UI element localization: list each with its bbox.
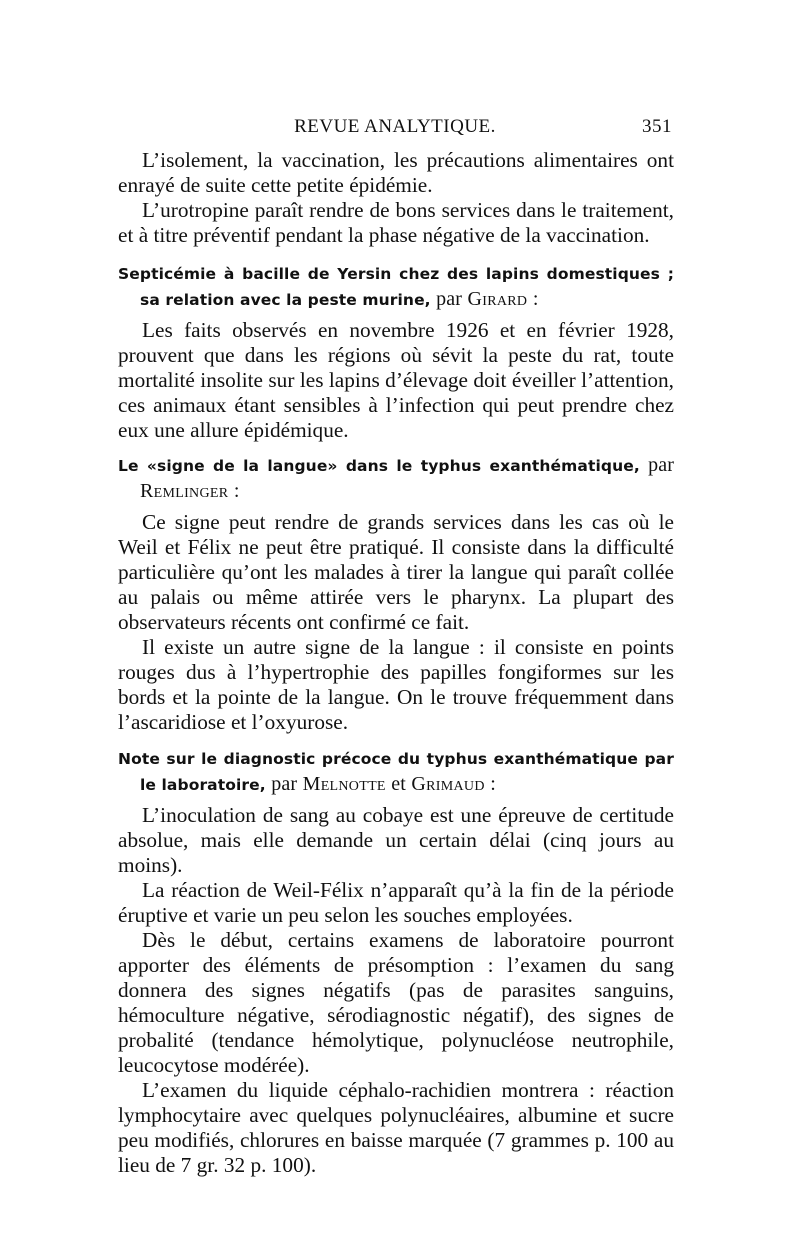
article-2-by: par <box>648 454 674 476</box>
article-2-paragraph-2: Il existe un autre signe de la langue : il consiste en points rouges dus à l’hypertrophie des papilles fongiformes sur les bords et la pointe de la langue. On le trouve fréquemment dans l’ascaridiose et l’oxyurose. <box>118 635 674 734</box>
intro-paragraph-1: L’isolement, la vaccination, les précautions alimentaires ont enrayé de suite cette petite épidémie. <box>118 148 674 197</box>
article-3-paragraph-3: Dès le début, certains examens de laboratoire pourront apporter des éléments de présomption : l’examen du sang donnera des signes négatifs (pas de parasites sanguins, hémoculture négative, sérodiagnostic négatif), des signes de probalité (tendance hémolytique, polynucléose neutrophile, leucocytose modérée). <box>118 928 674 1077</box>
running-title: REVUE ANALYTIQUE. <box>294 116 496 137</box>
article-1-by: par <box>436 288 463 310</box>
article-3-and: et <box>391 773 406 795</box>
page-number: 351 <box>642 116 672 137</box>
article-3-author-2: Grimaud <box>411 773 485 795</box>
article-3-colon: : <box>490 773 496 795</box>
article-1-author: Girard <box>467 288 528 310</box>
article-1-colon: : <box>532 288 539 310</box>
article-1-paragraph-1: Les faits observés en novembre 1926 et en février 1928, prouvent que dans les régions où sévit la peste du rat, toute mortalité insolite sur les lapins d’élevage doit éveiller l’attention, ces animaux étant sensibles à l’infection qui peut prendre chez eux une allure épidémique. <box>118 318 674 442</box>
article-1-heading <box>118 262 674 313</box>
article-3-paragraph-4: L’examen du liquide céphalo-rachidien montrera : réaction lymphocytaire avec quelques polynucléaires, albumine et sucre peu modifiés, chlorures en baisse marquée (7 grammes p. 100 au lieu de 7 gr. 32 p. 100). <box>118 1078 674 1177</box>
article-2-author: Remlinger <box>140 480 229 502</box>
article-3-author-1: Melnotte <box>302 773 386 795</box>
article-2-title: Le «signe de la langue» dans le typhus exanthématique, <box>118 457 640 475</box>
article-3-paragraph-2: La réaction de Weil-Félix n’apparaît qu’à la fin de la période éruptive et varie un peu selon les souches employées. <box>118 878 674 927</box>
article-3-heading <box>118 747 674 798</box>
article-3-by: par <box>271 773 298 795</box>
article-3-paragraph-1: L’inoculation de sang au cobaye est une épreuve de certitude absolue, mais elle demande un certain délai (cinq jours au moins). <box>118 803 674 877</box>
article-2-paragraph-1: Ce signe peut rendre de grands services dans les cas où le Weil et Félix ne peut être pratiqué. Il consiste dans la difficulté particulière qu’ont les malades à tirer la langue qui paraît collée au palais ou même attirée vers le pharynx. La plupart des observateurs récents ont confirmé ce fait. <box>118 510 674 634</box>
article-2-heading <box>118 453 674 505</box>
page-body <box>118 148 674 1178</box>
article-2-colon: : <box>233 480 240 502</box>
article-3-title: Note sur le diagnostic précoce du typhus exanthématique par le laboratoire, <box>118 750 674 794</box>
page-header <box>118 116 672 142</box>
intro-paragraph-2: L’urotropine paraît rendre de bons services dans le traitement, et à titre préventif pendant la phase négative de la vaccination. <box>118 198 674 247</box>
article-1-title: Septicémie à bacille de Yersin chez des lapins domestiques ; sa relation avec la peste murine, <box>118 265 674 309</box>
